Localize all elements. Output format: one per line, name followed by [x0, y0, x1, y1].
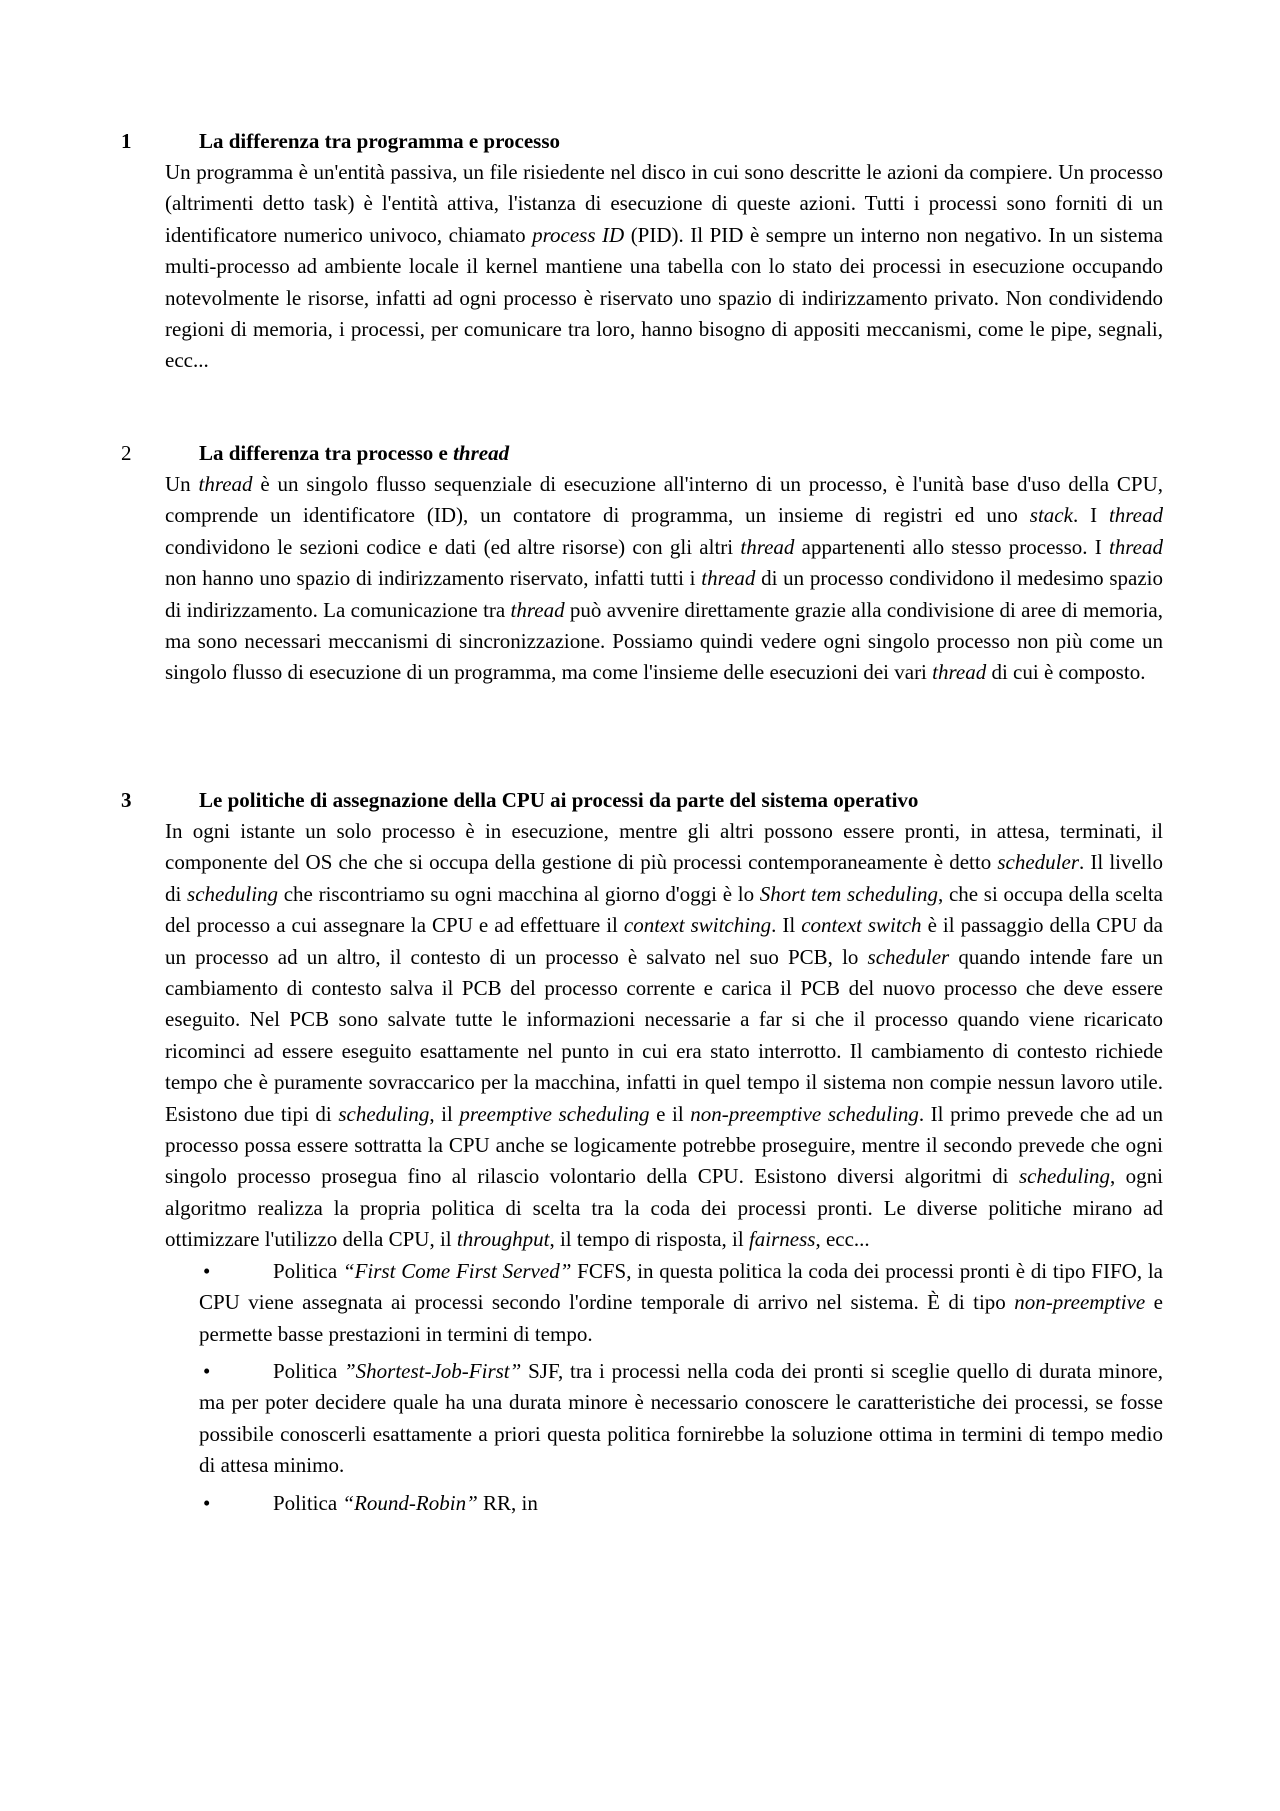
section-number: 1	[121, 129, 132, 153]
bullet-icon: •	[203, 1358, 211, 1383]
section-number: 2	[121, 441, 132, 465]
policy-list	[165, 1256, 1163, 1519]
section-body	[165, 816, 1163, 1525]
section-title: Le politiche di assegnazione della CPU ai processi da parte del sistema operativo	[199, 788, 919, 812]
paragraph: In ogni istante un solo processo è in esecuzione, mentre gli altri possono essere pronti, in attesa, terminati, il componente del OS che che si occupa della gestione di più processi contemporaneamente è detto scheduler. Il livello di scheduling che riscontriamo su ogni macchina al giorno d'oggi è lo Short tem scheduling, che si occupa della scelta del processo a cui assegnare la CPU e ad effettuare il context switching. Il context switch è il passaggio della CPU da un processo ad un altro, il contesto di un processo è salvato nel suo PCB, lo scheduler quando intende fare un cambiamento di contesto salva il PCB del processo corrente e carica il PCB del nuovo processo che deve essere eseguito. Nel PCB sono salvate tutte le informazioni necessarie a far si che il processo quando viene ricaricato ricominci ad essere eseguito esattamente nel punto in cui era stato interrotto. Il cambiamento di contesto richiede tempo che è puramente sovraccarico per la macchina, infatti in quel tempo il sistema non compie nessun lavoro utile. Esistono due tipi di scheduling, il preemptive scheduling e il non-preemptive scheduling. Il primo prevede che ad un processo possa essere sottratta la CPU anche se logicamente potrebbe proseguire, mentre il secondo prevede che ogni singolo processo prosegua fino al rilascio volontario della CPU. Esistono diversi algoritmi di scheduling, ogni algoritmo realizza la propria politica di scelta tra la coda dei processi pronti. Le diverse politiche mirano ad ottimizzare l'utilizzo della CPU, il throughput, il tempo di risposta, il fairness, ecc...	[165, 819, 1164, 1252]
paragraph: Un thread è un singolo flusso sequenziale di esecuzione all'interno di un processo, è l'unità base d'uso della CPU, comprende un identificatore (ID), un contatore di programma, un insieme di registri ed uno stack. I thread condividono le sezioni codice e dati (ed altre risorse) con gli altri thread appartenenti allo stesso processo. I thread non hanno uno spazio di indirizzamento riservato, infatti tutti i thread di un processo condividono il medesimo spazio di indirizzamento. La comunicazione tra thread può avvenire direttamente grazie alla condivisione di aree di memoria, ma sono necessari meccanismi di sincronizzazione. Possiamo quindi vedere ogni singolo processo non più come un singolo flusso di esecuzione di un programma, ma come l'insieme delle esecuzioni dei vari thread di cui è composto.	[165, 472, 1164, 685]
list-item: • Politica ”Shortest-Job-First” SJF, tra i processi nella coda dei pronti si sceglie quello di durata minore, ma per poter decidere quale ha una durata minore è necessario conoscere le caratteristiche dei processi, se fosse possibile conoscerli esattamente a priori questa politica fornirebbe la soluzione ottima in termini di tempo medio di attesa minimo.	[199, 1356, 1163, 1482]
section-title: La differenza tra processo e thread	[199, 441, 510, 465]
section-body	[165, 469, 1163, 689]
paragraph: Un programma è un'entità passiva, un file risiedente nel disco in cui sono descritte le azioni da compiere. Un processo (altrimenti detto task) è l'entità attiva, l'istanza di esecuzione di queste azioni. Tutti i processi sono forniti di un identificatore numerico univoco, chiamato process ID (PID). Il PID è sempre un interno non negativo. In un sistema multi-processo ad ambiente locale il kernel mantiene una tabella con lo stato dei processi in esecuzione occupando notevolmente le risorse, infatti ad ogni processo è riservato uno spazio di indirizzamento privato. Non condividendo regioni di memoria, i processi, per comunicare tra loro, hanno bisogno di appositi meccanismi, come le pipe, segnali, ecc...	[165, 160, 1163, 373]
bullet-icon: •	[203, 1490, 211, 1515]
section-number: 3	[121, 788, 132, 812]
list-item: • Politica “Round-Robin” RR, in	[199, 1488, 1163, 1519]
section-title: La differenza tra programma e processo	[199, 129, 561, 153]
list-item: • Politica “First Come First Served” FCFS, in questa politica la coda dei processi pronti è di tipo FIFO, la CPU viene assegnata ai processi secondo l'ordine temporale di arrivo nel sistema. È di tipo non-preemptive e permette basse prestazioni in termini di tempo.	[199, 1256, 1163, 1350]
section-body	[165, 157, 1163, 377]
bullet-icon: •	[203, 1258, 211, 1283]
